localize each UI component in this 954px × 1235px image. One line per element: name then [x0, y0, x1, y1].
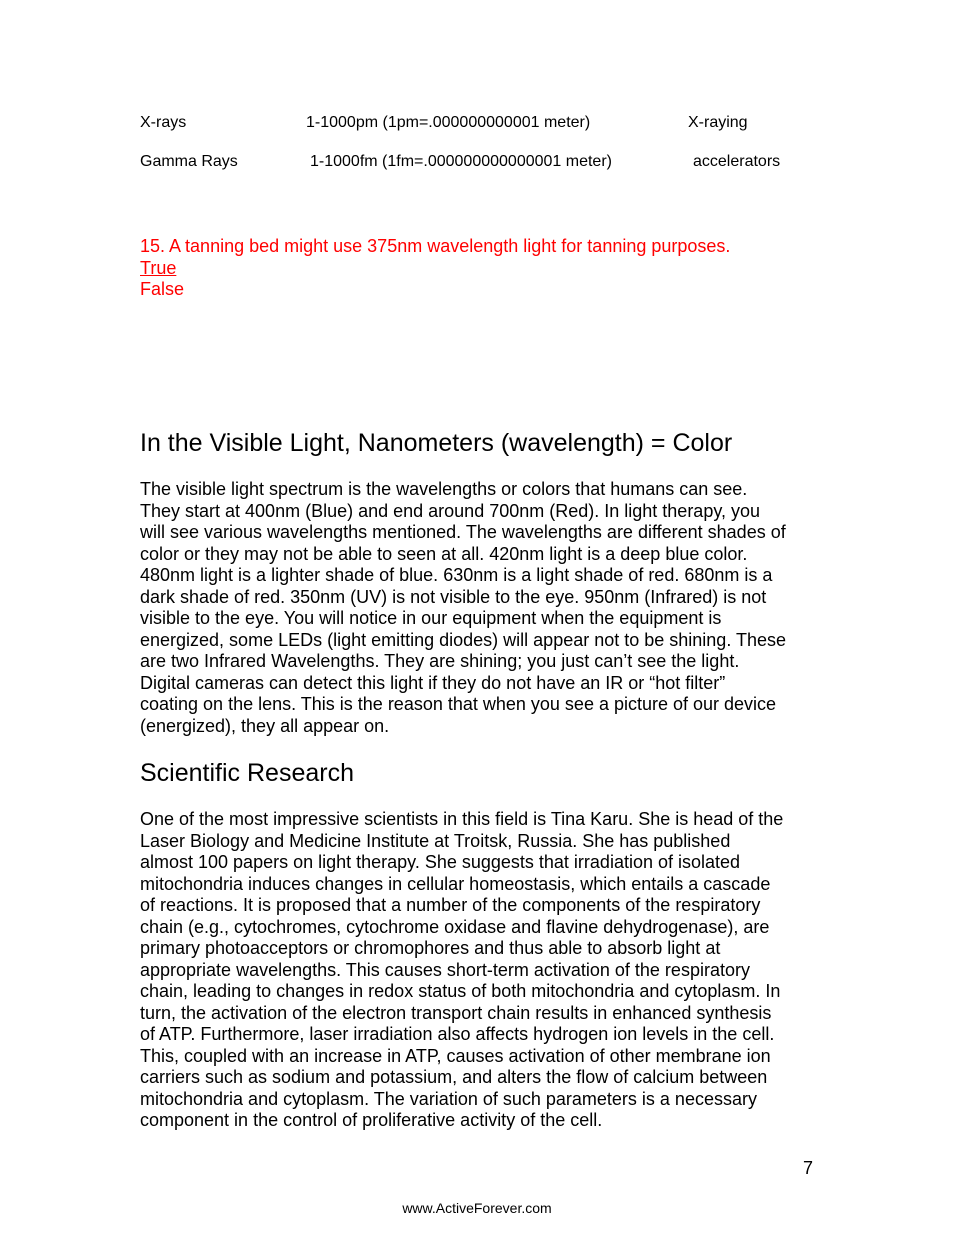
paragraph-line: almost 100 papers on light therapy. She suggests that irradiation of isolated	[140, 852, 741, 872]
paragraph-line: chain, leading to changes in redox status of both mitochondria and cytoplasm. In	[140, 981, 781, 1001]
answer-option-false[interactable]: False	[140, 279, 185, 299]
section-heading-scientific-research: Scientific Research	[140, 759, 354, 787]
table-cell-use: X-raying	[688, 114, 748, 131]
footer-url[interactable]: www.ActiveForever.com	[402, 1200, 552, 1216]
paragraph-line: primary photoacceptors or chromophores and thus able to absorb light at	[140, 938, 721, 958]
table-cell-name: X-rays	[140, 114, 187, 131]
paragraph-line: Digital cameras can detect this light if they do not have an IR or “hot filter”	[140, 672, 726, 693]
paragraph-line: visible to the eye. You will notice in our equipment when the equipment is	[140, 608, 722, 628]
paragraph-line: (energized), they all appear on.	[140, 715, 390, 736]
table-cell-name: Gamma Rays	[140, 153, 238, 170]
paragraph-line: component in the control of proliferative activity of the cell.	[140, 1110, 603, 1130]
paragraph-line: They start at 400nm (Blue) and end around 700nm (Red). In light therapy, you	[140, 500, 761, 521]
paragraph-line: energized, some LEDs (light emitting diodes) will appear not to be shining. These	[140, 629, 787, 650]
paragraph-line: color or they may not be able to seen at all. 420nm light is a deep blue color.	[140, 543, 748, 564]
paragraph-line: mitochondria and cytoplasm. The variation of such parameters is a necessary	[140, 1088, 757, 1109]
section-heading-visible-light: In the Visible Light, Nanometers (wavelength) = Color	[140, 429, 733, 457]
question-text: 15. A tanning bed might use 375nm wavelength light for tanning purposes.	[140, 236, 731, 256]
paragraph-scientific-research	[140, 809, 815, 1132]
quiz-question	[140, 236, 730, 301]
paragraph-line: One of the most impressive scientists in this field is Tina Karu. She is head of the	[140, 809, 784, 829]
paragraph-line: carriers such as sodium and potassium, and alters the flow of calcium between	[140, 1067, 768, 1087]
paragraph-line: of ATP. Furthermore, laser irradiation also affects hydrogen ion levels in the cell.	[140, 1024, 775, 1044]
table-cell-wavelength: 1-1000pm (1pm=.000000000001 meter)	[306, 114, 591, 131]
paragraph-line: will see various wavelengths mentioned. The wavelengths are different shades of	[140, 522, 786, 542]
paragraph-line: Laser Biology and Medicine Institute at Troitsk, Russia. She has published	[140, 830, 731, 851]
table-cell-use: accelerators	[693, 153, 781, 170]
table-cell-wavelength: 1-1000fm (1fm=.000000000000001 meter)	[310, 153, 612, 170]
paragraph-line: turn, the activation of the electron transport chain results in enhanced synthesis	[140, 1002, 772, 1023]
paragraph-line: of reactions. It is proposed that a number of the components of the respiratory	[140, 895, 761, 915]
paragraph-line: The visible light spectrum is the wavelengths or colors that humans can see.	[140, 479, 748, 499]
paragraph-line: chain (e.g., cytochromes, cytochrome oxidase and flavine dehydrogenase), are	[140, 916, 770, 937]
paragraph-line: are two Infrared Wavelengths. They are shining; you just can’t see the light.	[140, 651, 740, 671]
paragraph-line: dark shade of red. 350nm (UV) is not visible to the eye. 950nm (Infrared) is not	[140, 586, 767, 607]
paragraph-line: appropriate wavelengths. This causes short-term activation of the respiratory	[140, 959, 750, 980]
paragraph-line: mitochondria induces changes in cellular homeostasis, which entails a cascade	[140, 873, 771, 894]
page-number: 7	[803, 1158, 814, 1178]
paragraph-visible-light	[140, 479, 815, 737]
paragraph-line: This, coupled with an increase in ATP, causes activation of other membrane ion	[140, 1045, 771, 1066]
paragraph-line: coating on the lens. This is the reason that when you see a picture of our device	[140, 694, 777, 714]
paragraph-line: 480nm light is a lighter shade of blue. 630nm is a light shade of red. 680nm is a	[140, 565, 773, 585]
answer-option-true[interactable]: True	[140, 257, 177, 278]
